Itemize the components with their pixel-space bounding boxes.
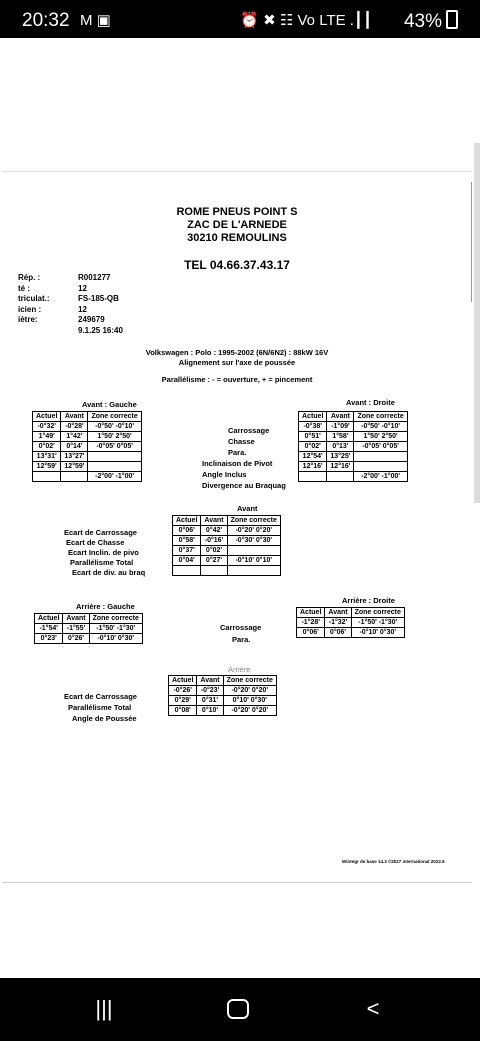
meta-label: té : <box>18 283 30 293</box>
table-header-row <box>33 412 142 422</box>
table-row <box>33 432 142 442</box>
table-cell <box>227 546 280 556</box>
battery-icon <box>446 10 458 29</box>
table-header-row <box>299 412 408 422</box>
table-cell: 0°10' <box>197 706 223 716</box>
table-cell: 0°23' <box>35 634 63 644</box>
front-left-table <box>32 411 142 482</box>
table-cell: 13°27' <box>61 452 88 462</box>
table-cell: -0°10' 0°10' <box>227 556 280 566</box>
table-header-row <box>35 614 143 624</box>
table-row <box>299 452 408 462</box>
front-parameter-label: Para. <box>228 448 247 457</box>
table-row <box>169 696 277 706</box>
document-page <box>2 171 472 883</box>
rear-axle-label: Angle de Poussée <box>72 714 137 723</box>
table-cell: -0°28' <box>61 422 88 432</box>
front-right-table <box>298 411 408 482</box>
home-button[interactable] <box>218 996 258 1024</box>
table-cell <box>227 566 280 576</box>
table-cell <box>88 452 141 462</box>
table-cell: -0°50' -0°10' <box>88 422 141 432</box>
battery-percent: 43% <box>403 11 442 32</box>
system-icons: ⏰ ✖ ☷ Vo LTE .┃┃ <box>240 12 372 29</box>
front-parameter-label: Inclinaison de Pivot <box>202 459 273 468</box>
table-cell: 0°37' <box>173 546 201 556</box>
table-row <box>33 442 142 452</box>
rear-right-table <box>296 607 405 638</box>
table-cell: -0°20' 0°20' <box>227 526 280 536</box>
table-row <box>173 526 281 536</box>
table-cell: -1°32' <box>325 618 351 628</box>
clock: 20:32 <box>22 10 70 31</box>
table-row <box>299 422 408 432</box>
table-cell: 0°06' <box>173 526 201 536</box>
column-header: Avant <box>201 516 227 526</box>
column-header: Actuel <box>297 608 325 618</box>
column-header: Avant <box>63 614 89 624</box>
column-header: Avant <box>61 412 88 422</box>
scrollbar[interactable] <box>474 143 480 503</box>
table-row <box>33 452 142 462</box>
rear-label-toe: Para. <box>232 635 251 644</box>
table-header-row <box>297 608 405 618</box>
table-cell: -0°50' -0°10' <box>354 422 407 432</box>
table-cell <box>299 472 327 482</box>
column-header: Actuel <box>299 412 327 422</box>
front-parameter-label: Chasse <box>228 437 255 446</box>
table-cell: -0°20' 0°20' <box>223 686 276 696</box>
table-cell: -0°30' 0°30' <box>227 536 280 546</box>
table-row <box>299 442 408 452</box>
rear-right-title: Arrière : Droite <box>342 596 395 605</box>
front-axle-label: Ecart de div. au braq <box>72 568 146 577</box>
column-header: Actuel <box>35 614 63 624</box>
table-row <box>33 462 142 472</box>
column-header: Zone correcte <box>88 412 141 422</box>
table-cell <box>201 566 227 576</box>
table-cell: 12°54' <box>299 452 327 462</box>
rear-axle-label: Ecart de Carrossage <box>64 692 137 701</box>
meta-value: 9.1.25 16:40 <box>78 325 123 335</box>
table-cell: -1°55' <box>63 624 89 634</box>
meta-value: R001277 <box>78 273 111 282</box>
table-cell: -0°26' <box>169 686 197 696</box>
table-cell: 0°26' <box>63 634 89 644</box>
front-axle-label: Ecart Inclin. de pivo <box>68 548 139 557</box>
column-header: Actuel <box>173 516 201 526</box>
table-cell: -0°38' <box>299 422 327 432</box>
table-cell: 0°42' <box>201 526 227 536</box>
table-cell: 0°13' <box>327 442 354 452</box>
table-row <box>299 472 408 482</box>
column-header: Avant <box>197 676 223 686</box>
column-header: Actuel <box>33 412 61 422</box>
table-row <box>35 634 143 644</box>
table-row <box>297 628 405 638</box>
front-axle-title: Avant <box>237 504 258 513</box>
column-header: Zone correcte <box>89 614 142 624</box>
table-cell: 12°59' <box>33 462 61 472</box>
table-cell: -1°50' -1°30' <box>351 618 404 628</box>
table-cell: -1°54' <box>35 624 63 634</box>
table-row <box>299 462 408 472</box>
front-parameter-label: Carrossage <box>228 426 270 435</box>
shop-name: ROME PNEUS POINT S <box>176 206 298 218</box>
table-cell <box>33 472 61 482</box>
table-cell: -0°32' <box>33 422 61 432</box>
rear-left-table <box>34 613 143 644</box>
table-cell: 1°49' <box>33 432 61 442</box>
table-cell: -0°23' <box>197 686 223 696</box>
table-header-row <box>169 676 277 686</box>
rear-label-camber: Carrossage <box>220 623 262 632</box>
table-cell: 0°02' <box>201 546 227 556</box>
table-cell: 0°02' <box>33 442 61 452</box>
meta-value: 249679 <box>78 315 105 324</box>
column-header: Zone correcte <box>223 676 276 686</box>
table-cell: -0°05' 0°05' <box>354 442 407 452</box>
table-cell: 1°50' 2°50' <box>88 432 141 442</box>
table-cell: 0°31' <box>197 696 223 706</box>
column-header: Zone correcte <box>227 516 280 526</box>
table-cell <box>327 472 354 482</box>
table-cell <box>88 462 141 472</box>
table-cell: 12°59' <box>61 462 88 472</box>
table-cell: 13°31' <box>33 452 61 462</box>
table-cell: 0°06' <box>325 628 351 638</box>
table-cell: -0°10' 0°30' <box>351 628 404 638</box>
navigation-bar <box>0 978 480 1041</box>
table-cell: 1°42' <box>61 432 88 442</box>
front-axle-label: Parallélisme Total <box>70 558 134 567</box>
table-row <box>299 432 408 442</box>
rear-left-title: Arrière : Gauche <box>76 602 135 611</box>
table-cell: 0°10' 0°30' <box>223 696 276 706</box>
table-cell: 12°16' <box>327 462 354 472</box>
table-cell <box>354 452 407 462</box>
status-bar <box>0 0 480 38</box>
table-row <box>173 536 281 546</box>
notification-icons: M ▣ <box>80 12 111 29</box>
meta-label: icien : <box>18 304 42 314</box>
table-cell: 13°25' <box>327 452 354 462</box>
home-icon <box>227 999 249 1019</box>
table-cell: -0°05' 0°05' <box>88 442 141 452</box>
front-axle-label: Ecart de Carrossage <box>64 528 137 537</box>
table-row <box>173 566 281 576</box>
meta-value: 12 <box>78 283 87 293</box>
table-cell: -1°28' <box>297 618 325 628</box>
back-button[interactable]: < <box>366 996 380 1021</box>
recents-button[interactable]: ||| <box>95 996 113 1021</box>
table-row <box>35 624 143 634</box>
table-cell: 12°16' <box>299 462 327 472</box>
table-cell: -0°20' 0°20' <box>223 706 276 716</box>
column-header: Actuel <box>169 676 197 686</box>
table-cell: 0°06' <box>297 628 325 638</box>
shop-city: 30210 REMOULINS <box>187 232 287 244</box>
table-cell: 0°29' <box>169 696 197 706</box>
table-row <box>297 618 405 628</box>
front-axle-table <box>172 515 281 576</box>
table-cell: 1°50' 2°50' <box>354 432 407 442</box>
alignment-line: Alignement sur l'axe de poussée <box>178 358 296 367</box>
column-header: Avant <box>325 608 351 618</box>
table-cell: -2°00' -1°00' <box>88 472 141 482</box>
table-cell <box>354 462 407 472</box>
shop-address: ZAC DE L'ARNEDE <box>187 219 287 231</box>
meta-value: 12 <box>78 304 87 314</box>
column-header: Zone correcte <box>354 412 407 422</box>
table-row <box>169 706 277 716</box>
table-cell: 0°04' <box>173 556 201 566</box>
meta-label: triculat.: <box>18 294 50 303</box>
shop-phone: TEL 04.66.37.43.17 <box>184 258 290 272</box>
table-cell: -0°10' 0°30' <box>89 634 142 644</box>
table-cell: 0°02' <box>299 442 327 452</box>
front-parameter-label: Divergence au Braquag <box>202 481 286 490</box>
table-cell: 0°58' <box>173 536 201 546</box>
table-cell <box>173 566 201 576</box>
rear-axle-label: Parallélisme Total <box>68 703 132 712</box>
table-cell: 1°58' <box>327 432 354 442</box>
front-right-title: Avant : Droite <box>346 398 395 407</box>
table-cell: -1°09' <box>327 422 354 432</box>
front-left-title: Avant : Gauche <box>82 400 137 409</box>
table-header-row <box>173 516 281 526</box>
table-cell: 0°08' <box>169 706 197 716</box>
battery-indicator <box>404 10 458 33</box>
table-row <box>169 686 277 696</box>
table-cell: 0°27' <box>201 556 227 566</box>
table-cell <box>61 472 88 482</box>
rear-axle-handwritten-title: Arrière <box>228 665 251 674</box>
meta-label: Rép. : <box>18 273 41 282</box>
table-row <box>33 422 142 432</box>
parallelism-note: Parallélisme : - = ouverture, + = pincement <box>161 375 313 384</box>
column-header: Zone correcte <box>351 608 404 618</box>
front-parameter-label: Angle Inclus <box>202 470 247 479</box>
front-axle-label: Ecart de Chasse <box>66 538 125 547</box>
meta-value: FS-185-QB <box>78 294 119 303</box>
table-row <box>173 546 281 556</box>
table-cell: 0°14' <box>61 442 88 452</box>
table-row <box>33 472 142 482</box>
image-viewer[interactable] <box>0 38 480 978</box>
vehicle-line: Volkswagen : Polo : 1995-2002 (6N/6N2) : 88kW 16V <box>145 348 329 357</box>
table-cell: 0°51' <box>299 432 327 442</box>
rear-axle-table <box>168 675 277 716</box>
table-cell: -2°00' -1°00' <box>354 472 407 482</box>
column-header: Avant <box>327 412 354 422</box>
meta-label: iètre: <box>18 315 38 324</box>
table-cell: -1°50' -1°30' <box>89 624 142 634</box>
software-footer: Wintegr de base 14.3 ©2027 international 2022.6 <box>342 859 445 864</box>
table-row <box>173 556 281 566</box>
table-cell: -0°16' <box>201 536 227 546</box>
